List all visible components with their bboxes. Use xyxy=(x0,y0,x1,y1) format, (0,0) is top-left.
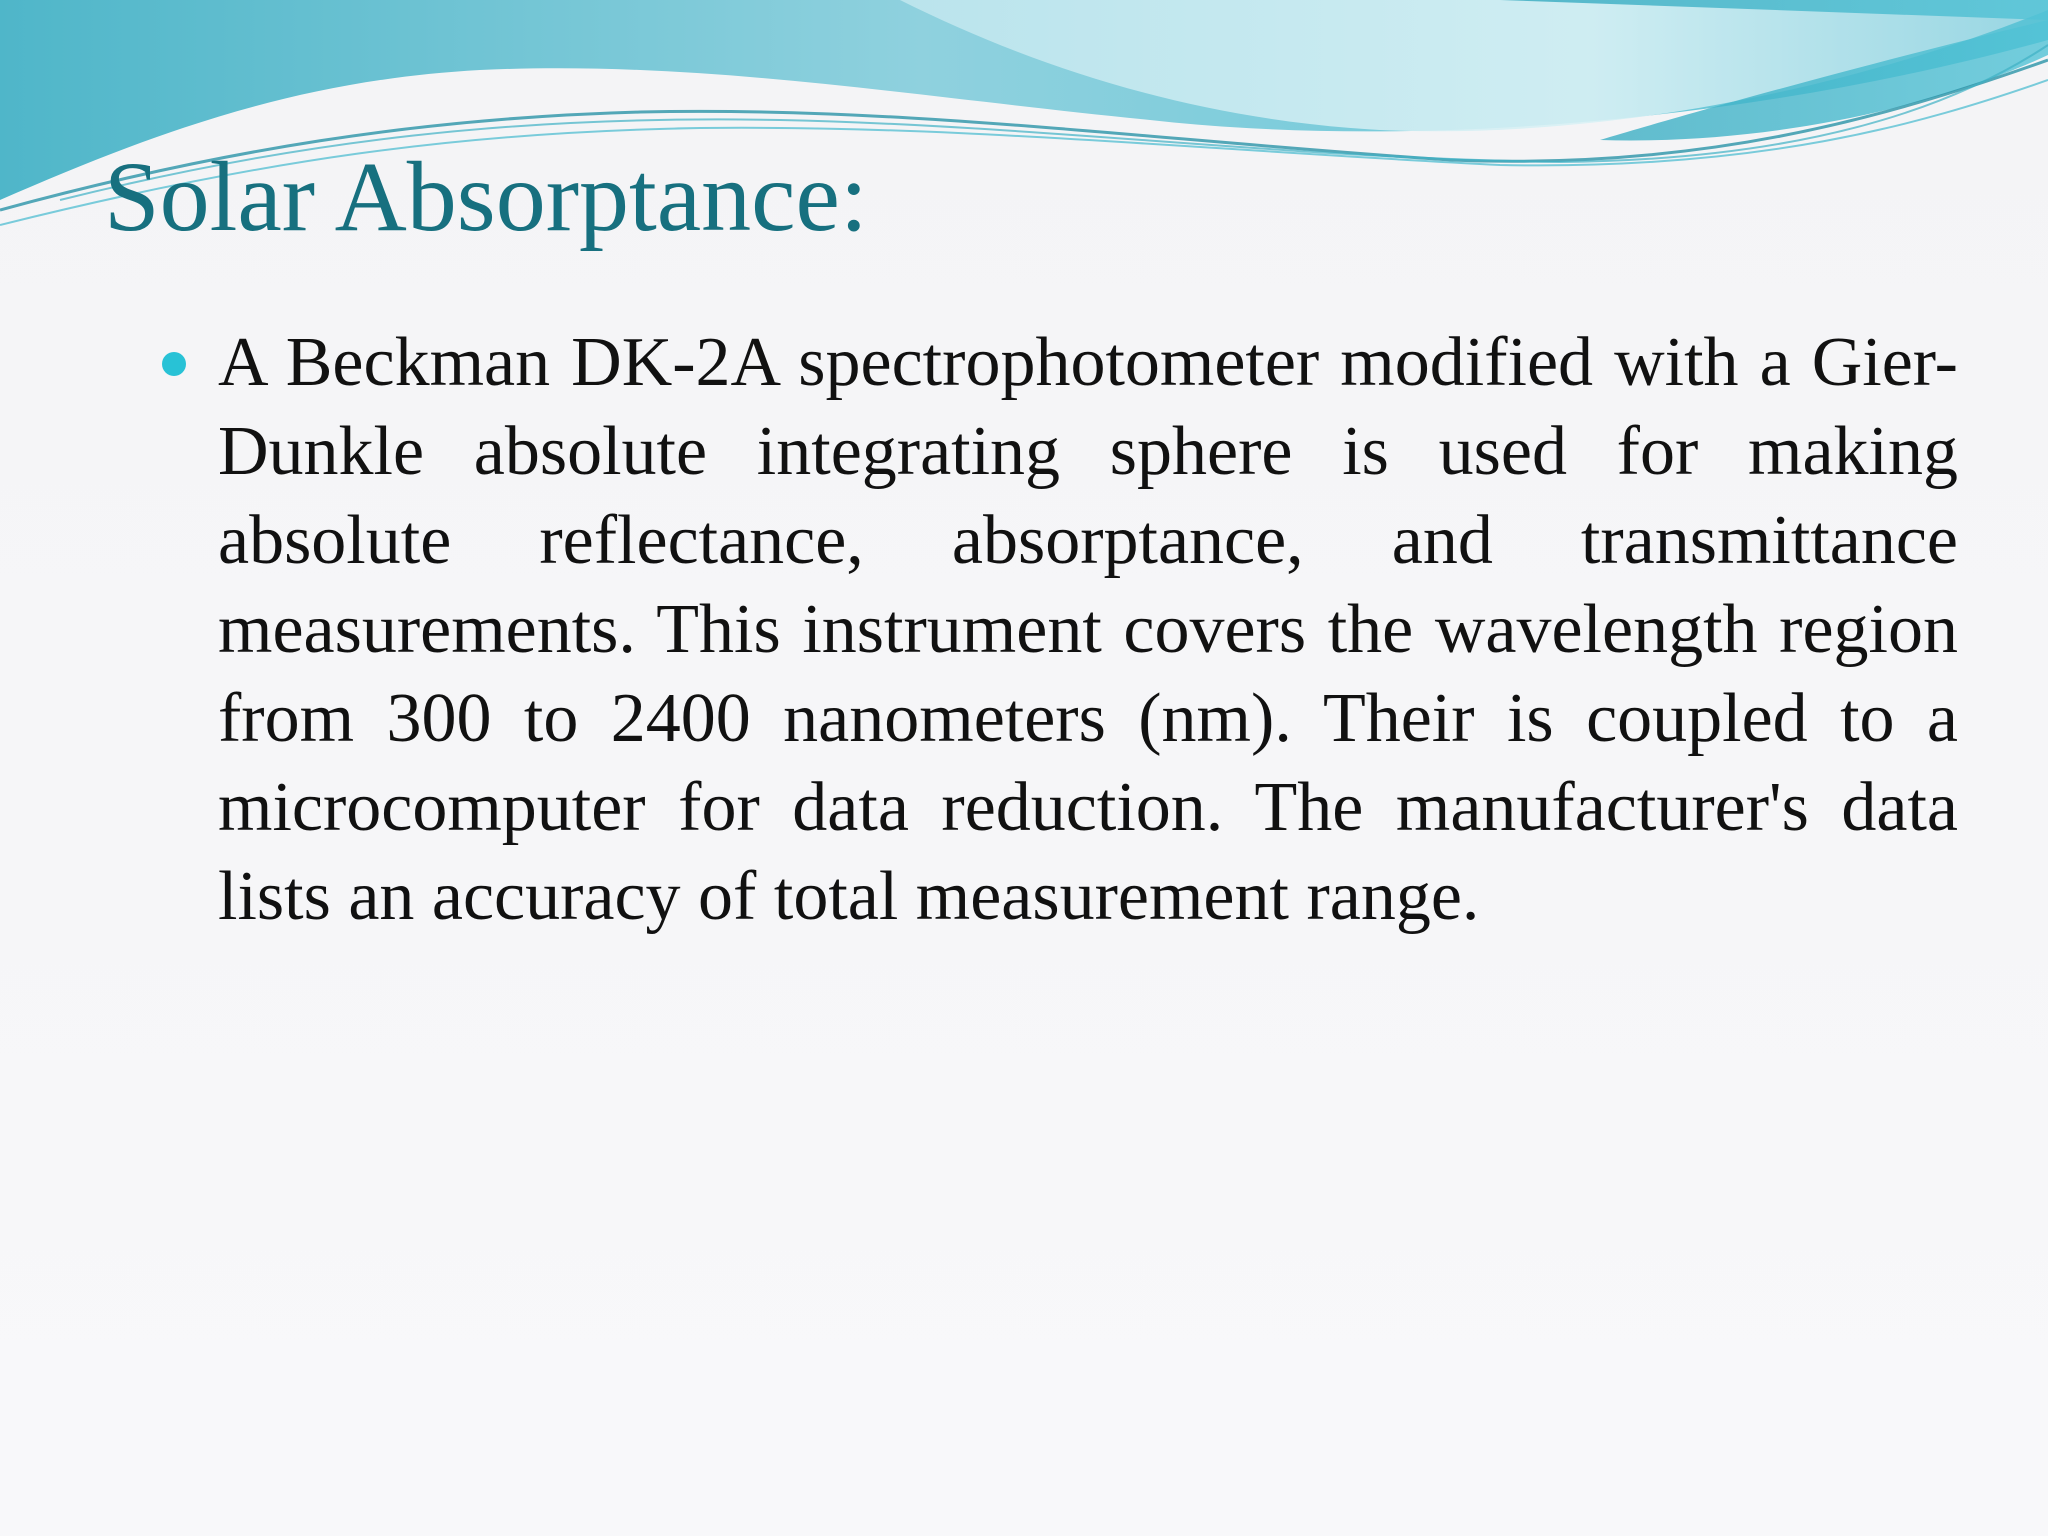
bullet-dot-icon xyxy=(162,352,186,376)
list-item xyxy=(218,318,1958,941)
slide-title: Solar Absorptance: xyxy=(104,141,868,252)
bullet-list xyxy=(218,318,1958,941)
bullet-text: A Beckman DK-2A spectrophotometer modified with a Gier-Dunkle absolute integrating sphere is used for making absolute reflectance, absorptance, and transmittance measurements. This instrument covers the wavelength region from 300 to 2400 nanometers (nm). Their is coupled to a microcomputer for data reduction. The manufacturer's data lists an accuracy of total measurement range. xyxy=(218,324,1958,935)
